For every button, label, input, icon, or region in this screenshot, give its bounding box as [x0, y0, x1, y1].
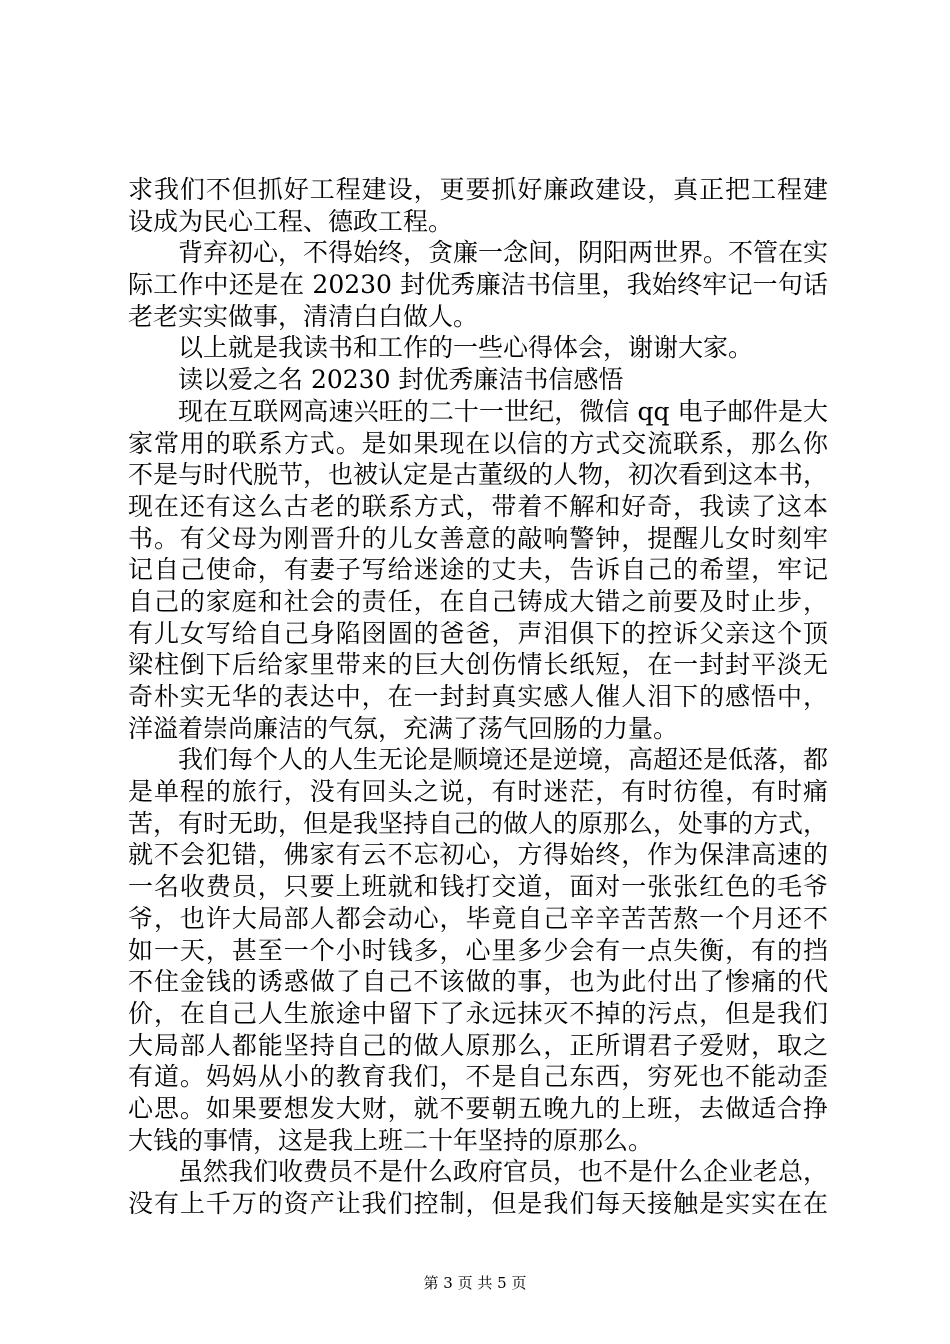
text-line: 读以爱之名 20230 封优秀廉洁书信感悟 — [178, 365, 624, 395]
text-line: 苦，有时无助，但是我坚持自己的做人的原那么，处事的方式， — [128, 808, 828, 838]
text-line: 有儿女写给自己身陷囹圄的爸爸，声泪俱下的控诉父亲这个顶 — [128, 618, 828, 648]
text-line: 价，在自己人生旅途中留下了永远抹灭不掉的污点，但是我们 — [128, 998, 828, 1028]
text-line: 心思。如果要想发大财，就不要朝五晚九的上班，去做适合挣 — [128, 1093, 828, 1123]
text-line: 就不会犯错，佛家有云不忘初心，方得始终，作为保津高速的 — [128, 840, 828, 870]
text-line: 自己的家庭和社会的责任，在自己铸成大错之前要及时止步， — [128, 586, 828, 616]
text-line: 老老实实做事，清清白白做人。 — [128, 301, 479, 331]
text-line: 一名收费员，只要上班就和钱打交道，面对一张张红色的毛爷 — [128, 872, 828, 902]
document-body — [128, 174, 828, 1220]
text-line: 现在还有这么古老的联系方式，带着不解和好奇，我读了这本 — [128, 491, 828, 521]
text-line: 书。有父母为刚晋升的儿女善意的敲响警钟，提醒儿女时刻牢 — [128, 523, 828, 553]
text-line: 设成为民心工程、德政工程。 — [128, 206, 454, 236]
text-line: 求我们不但抓好工程建设，更要抓好廉政建设，真正把工程建 — [128, 175, 828, 204]
text-line: 我们每个人的人生无论是顺境还是逆境，高超还是低落，都 — [178, 745, 828, 775]
text-line: 是单程的旅行，没有回头之说，有时迷茫，有时彷徨，有时痛 — [128, 777, 828, 807]
text-line: 如一天，甚至一个小时钱多，心里多少会有一点失衡，有的挡 — [128, 935, 828, 965]
text-line: 不住金钱的诱惑做了自己不该做的事，也为此付出了惨痛的代 — [128, 967, 828, 997]
text-line: 现在互联网高速兴旺的二十一世纪，微信 qq 电子邮件是大 — [178, 396, 828, 426]
text-line: 大局部人都能坚持自己的做人原那么，正所谓君子爱财，取之 — [128, 1030, 828, 1060]
text-line: 洋溢着崇尚廉洁的气氛，充满了荡气回肠的力量。 — [128, 713, 679, 743]
text-line: 不是与时代脱节，也被认定是古董级的人物，初次看到这本书， — [128, 460, 828, 490]
text-line: 奇朴实无华的表达中，在一封封真实感人催人泪下的感悟中， — [128, 682, 828, 711]
text-line: 家常用的联系方式。是如果现在以信的方式交流联系，那么你 — [128, 428, 828, 458]
text-line: 梁柱倒下后给家里带来的巨大创伤情长纸短，在一封封平淡无 — [128, 650, 828, 680]
text-line: 有道。妈妈从小的教育我们，不是自己东西，穷死也不能动歪 — [128, 1062, 828, 1092]
text-line: 爷，也许大局部人都会动心，毕竟自己辛辛苦苦熬一个月还不 — [128, 903, 828, 933]
text-line: 际工作中还是在 20230 封优秀廉洁书信里，我始终牢记一句话 — [128, 270, 828, 300]
text-line: 虽然我们收费员不是什么政府官员，也不是什么企业老总， — [178, 1157, 828, 1187]
text-line: 以上就是我读书和工作的一些心得体会，谢谢大家。 — [178, 333, 754, 363]
text-line: 大钱的事情，这是我上班二十年坚持的原那么。 — [128, 1125, 654, 1155]
text-line: 背弃初心，不得始终，贪廉一念间，阴阳两世界。不管在实 — [178, 238, 828, 268]
text-line: 记自己使命，有妻子写给迷途的丈夫，告诉自己的希望，牢记 — [128, 555, 828, 585]
page-footer: 第 3 页 共 5 页 — [423, 1274, 527, 1292]
text-line: 没有上千万的资产让我们控制，但是我们每天接触是实实在在 — [128, 1189, 828, 1218]
